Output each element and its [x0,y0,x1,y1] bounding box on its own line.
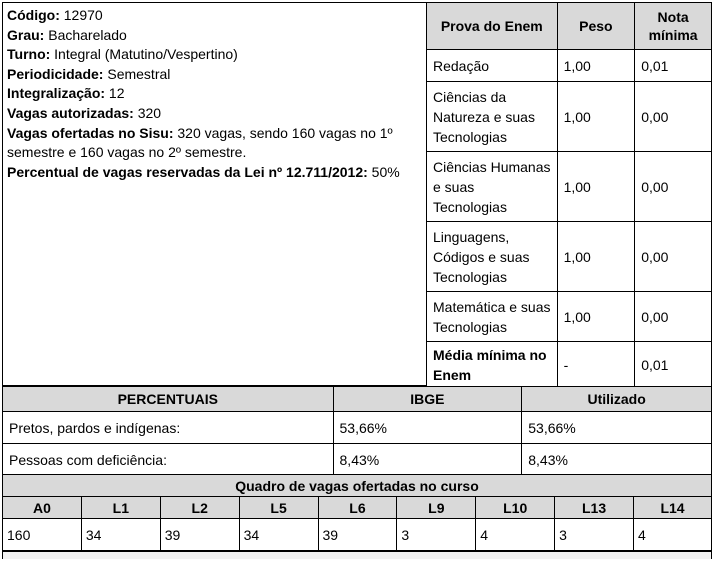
percentuais-ibge: 53,66% [333,412,522,444]
quadro-header-row [3,497,712,519]
enem-media-row [427,342,712,388]
course-info-page [2,2,714,558]
quadro-header-a0: A0 [3,497,82,519]
enem-peso: 1,00 [557,82,635,152]
enem-table [426,2,712,388]
enem-nota: 0,01 [635,50,712,82]
enem-media-peso: - [557,342,635,388]
info-periodicidade: Periodicidade: Semestral [7,65,171,82]
quadro-value-l6: 39 [318,519,397,551]
enem-row [427,82,712,152]
info-percentual-lei: Percentual de vagas reservadas da Lei nº 12.711/2012: 50% [7,163,400,180]
enem-prova: Linguagens, Códigos e suas Tecnologias [427,222,558,292]
enem-prova: Redação [427,50,558,82]
quadro-value-l2: 39 [160,519,239,551]
info-codigo: Código: 12970 [7,7,103,23]
percentuais-row [3,444,712,476]
enem-nota: 0,00 [635,82,712,152]
enem-row [427,222,712,292]
enem-header-peso: Peso [557,3,635,50]
quadro-value-l14: 4 [634,519,712,551]
quadro-header-l2: L2 [160,497,239,519]
info-grau: Grau: Bacharelado [7,26,127,43]
percentuais-ibge: 8,43% [333,444,522,476]
quadro-header-l10: L10 [476,497,555,519]
percentuais-label: Pretos, pardos e indígenas: [3,412,334,444]
enem-nota: 0,00 [635,222,712,292]
ibge-header: IBGE [333,387,522,412]
enem-prova: Ciências da Natureza e suas Tecnologias [427,82,558,152]
enem-nota: 0,00 [635,292,712,342]
enem-row [427,292,712,342]
quadro-header-l6: L6 [318,497,397,519]
enem-row [427,152,712,222]
percentuais-table [2,386,712,476]
quadro-title-row [3,475,712,497]
info-integralizacao: Integralização: 12 [7,85,125,102]
percentuais-header: PERCENTUAIS [3,387,334,412]
quadro-title: Quadro de vagas ofertadas no curso [3,475,712,497]
enem-prova: Matemática e suas Tecnologias [427,292,558,342]
course-info-panel [2,2,426,386]
info-turno: Turno: Integral (Matutino/Vespertino) [7,46,238,63]
quadro-value-l1: 34 [81,519,160,551]
utilizado-header: Utilizado [522,387,712,412]
quadro-value-l9: 3 [397,519,476,551]
quadro-header-l14: L14 [634,497,712,519]
enem-peso: 1,00 [557,50,635,82]
enem-peso: 1,00 [557,152,635,222]
percentuais-header-row [3,387,712,412]
quadro-values-row [3,519,712,551]
enem-peso: 1,00 [557,222,635,292]
quadro-header-l5: L5 [239,497,318,519]
percentuais-row [3,412,712,444]
enem-header-nota: Nota mínima [635,3,712,50]
enem-header-row [427,3,712,50]
info-vagas-autorizadas: Vagas autorizadas: 320 [7,104,162,121]
enem-prova: Ciências Humanas e suas Tecnologias [427,152,558,222]
enem-media-nota: 0,01 [635,342,712,388]
quadro-value-a0: 160 [3,519,82,551]
quadro-value-l5: 34 [239,519,318,551]
quadro-header-l1: L1 [81,497,160,519]
quadro-header-l9: L9 [397,497,476,519]
percentuais-utilizado: 8,43% [522,444,712,476]
enem-row [427,50,712,82]
percentuais-utilizado: 53,66% [522,412,712,444]
quadro-header-l13: L13 [555,497,634,519]
quadro-vagas-table [2,474,712,551]
info-vagas-sisu: Vagas ofertadas no Sisu: 320 vagas, sendo 160 vagas no 1º semestre e 160 vagas no 2º semestre. [7,124,393,161]
quadro-value-l10: 4 [476,519,555,551]
quadro-value-l13: 3 [555,519,634,551]
enem-nota: 0,00 [635,152,712,222]
enem-peso: 1,00 [557,292,635,342]
bottom-border-strip [2,551,712,559]
enem-media-label: Média mínima no Enem [427,342,558,388]
percentuais-label: Pessoas com deficiência: [3,444,334,476]
enem-header-prova: Prova do Enem [427,3,558,50]
